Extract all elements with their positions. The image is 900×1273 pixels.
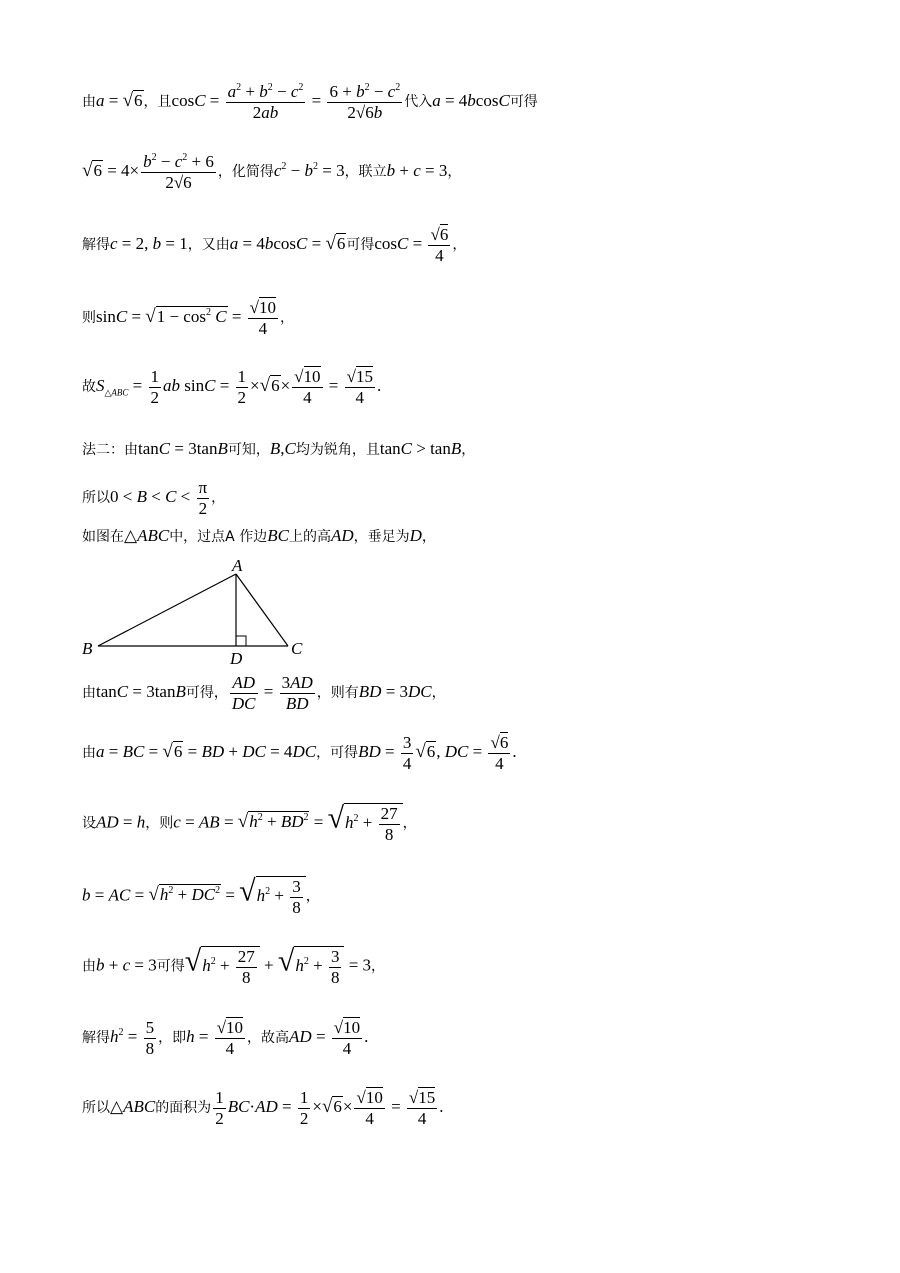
line-13: 由b + c = 3可得$√h^2$ + $\frac{27}{8}$ + $√h^2$ + $\frac{3}{8}$ = 3， xyxy=(82,944,386,987)
line-10: 由a = BC = √6 = BD + DC = 4DC，可得BD = $\frac{3}{4}$ √6, DC = $\frac{√6}{4}$ . xyxy=(82,733,517,773)
line-9: 由tanC = 3tanB可得， $\frac{AD}{DC}$ = $\frac{3AD}{BD}$ ，则有BD = 3DC， xyxy=(82,673,446,713)
line-4: 则$\sin C = √1 - \cos^2 C$ = $\frac{√10}{4}$ ， xyxy=(82,298,294,338)
line-8: 如图在△ABC中，过点A 作边BC上的高AD，垂足为D， xyxy=(82,526,436,545)
label-A: A xyxy=(232,556,243,575)
line-12: b = AC = $√h^2 + DC^2 = √h^2$ + $\frac{3}{8}$ ， xyxy=(82,874,320,917)
line-2: √6 = 4× $\frac{b^2 - c^2 + 6}{2√6}$ ，化简得$c^2 - b^2 = 3$，联立b + c = 3， xyxy=(82,152,462,192)
line-7: 所以0 < B < C < $\frac{\pi}{2}$ ， xyxy=(82,478,226,518)
line-6: 法二：由tanC = 3tanB可知，B,C均为锐角，且tanC > tanB， xyxy=(82,439,476,458)
label-D: D xyxy=(230,649,243,668)
label-B: B xyxy=(82,639,93,658)
line-15: 所以△ABC的面积为 $\frac{1}{2}$ BC·AD = $\frac{1}{2}$ ×√6× $\frac{√10}{4}$ = $\frac{√15}{4}$ . xyxy=(82,1088,444,1128)
line-1: 由a = √6，且cosC = $\frac{a^2 + b^2 - c^2}{2ab}$ = $\frac{6 + b^2 - c^2}{2√6b}$ 代入a = 4bcosC可得 xyxy=(82,82,538,122)
line-11: 设AD = h，则c = AB = $√h^2 + BD^2 = √h^2$ + $\frac{27}{8}$ ， xyxy=(82,801,417,844)
line-14: 解得$h^2$ = $\frac{5}{8}$ ，即h = $\frac{√10}{4}$ ，故高AD = $\frac{√10}{4}$ . xyxy=(82,1018,369,1058)
label-C: C xyxy=(291,639,303,658)
triangle-figure xyxy=(78,552,318,670)
line-3: 解得c = 2, b = 1，又由a = 4bcosC = √6可得cosC = $\frac{√6}{4}$ ， xyxy=(82,225,467,265)
line-5: 故$S_{\triangle ABC}$ = $\frac{1}{2}$ ab sinC = $\frac{1}{2}$ ×√6× $\frac{√10}{4}$ = $\frac{√15}{4}$ . xyxy=(82,367,382,407)
